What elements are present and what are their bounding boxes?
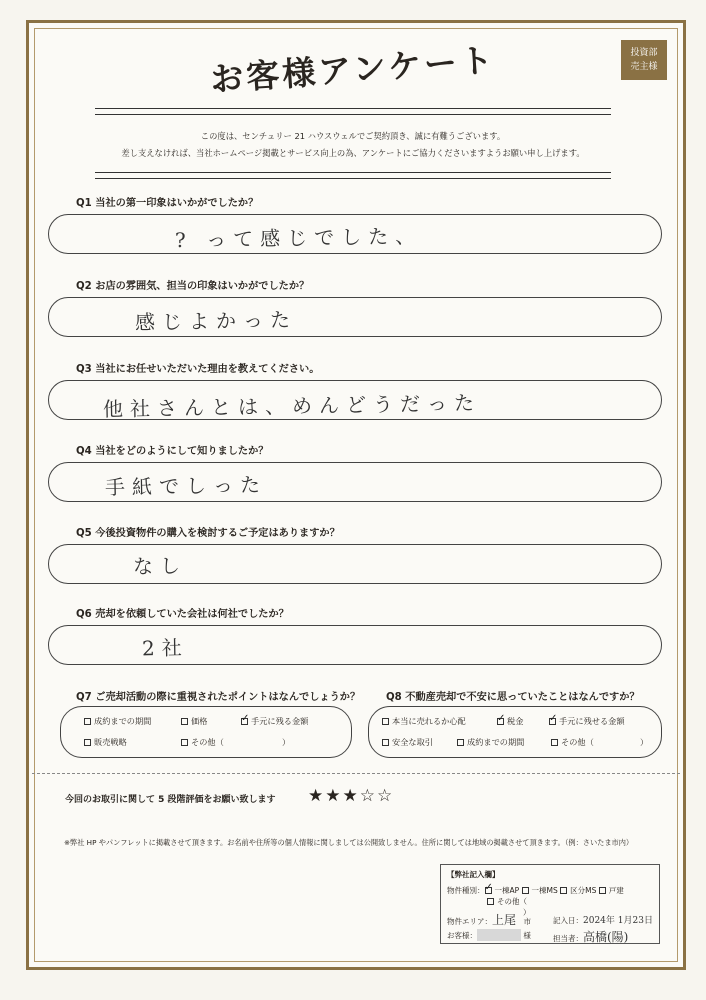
checkbox-icon: [551, 739, 558, 746]
property-type-other: その他（: [487, 896, 527, 907]
answer-6-handwriting: 2社: [141, 635, 189, 661]
checkbox-icon: [487, 898, 494, 905]
customer-row: お客様： 様: [447, 931, 531, 940]
divider: [95, 178, 611, 179]
q8-option: 成約までの期間: [457, 737, 524, 748]
q7-options-box: [60, 706, 352, 758]
checked-checkbox-icon: [549, 718, 556, 725]
checkbox-icon: [181, 718, 188, 725]
checkbox-icon: [84, 718, 91, 725]
q8-options-box: [368, 706, 662, 758]
answer-5-handwriting: なし: [132, 553, 188, 579]
checkbox-icon: [181, 739, 188, 746]
empty-star-icon: ☆☆: [359, 786, 395, 806]
page-title: お客様アンケート: [209, 40, 498, 99]
question-5: Q5 今後投資物件の購入を検討するご予定はありますか？: [76, 528, 340, 539]
question-1: Q1 当社の第一印象はいかがでしたか？: [76, 198, 259, 209]
area-value-handwriting: 上尾: [492, 913, 517, 927]
department-badge: 投資部 売主様: [621, 40, 667, 80]
office-use-box: [440, 864, 660, 944]
redacted-name: [477, 929, 521, 941]
answer-4-handwriting: 手紙でしった: [104, 472, 268, 500]
intro-line: 差し支えなければ、当社ホームページ掲載とサービス向上の為、アンケートにご協力くださいますようお願い申し上げます。: [121, 148, 585, 158]
staff-row: 担当者：高橋(陽): [553, 930, 629, 944]
checkbox-icon: [382, 739, 389, 746]
property-type-other-close: ）: [523, 908, 531, 917]
divider: [95, 108, 611, 109]
q8-paren-close: ）: [640, 737, 649, 747]
question-4: Q4 当社をどのようにして知りましたか？: [76, 446, 269, 457]
question-6: Q6 売却を依頼していた会社は何社でしたか？: [76, 609, 289, 620]
rating-stars: [308, 786, 394, 806]
q7-option: その他（: [181, 737, 224, 748]
checkbox-icon: [84, 739, 91, 746]
q7-option: 販売戦略: [84, 737, 127, 748]
checkbox-icon: [382, 718, 389, 725]
date-value-handwriting: 2024年 1月23日: [583, 916, 653, 926]
date-row: 記入日：2024年 1月23日: [553, 916, 653, 926]
question-2: Q2 お店の雰囲気、担当の印象はいかがでしたか？: [76, 281, 310, 292]
question-7: Q7 ご売却活動の際に重視されたポイントはなんでしょうか？: [76, 692, 361, 703]
q7-paren-close: ）: [282, 737, 291, 747]
divider: [95, 172, 611, 173]
checkbox-icon: [522, 887, 529, 894]
dashed-divider: [32, 773, 680, 774]
q7-option-checked: ✓ 手元に残る金額: [241, 716, 308, 727]
q7-option: 価格: [181, 716, 207, 727]
question-3: Q3 当社にお任せいただいた理由を教えてください。: [76, 364, 320, 375]
divider: [95, 114, 611, 115]
answer-2-handwriting: 感じよかった: [134, 307, 298, 335]
area-row: 物件エリア：上尾 市: [447, 913, 532, 927]
answer-6-box: [48, 625, 662, 665]
q8-option: その他（: [551, 737, 594, 748]
disclaimer-note: ※弊社 HP やパンフレットに掲載させて頂きます。お名前や住所等の個人情報に関しましては公開致しません。住所に関しては地域の掲載させて頂きます。（例：さいたま市内）: [64, 838, 634, 847]
office-title: 【弊社記入欄】: [447, 870, 500, 879]
q8-option-checked: ✓ 税金: [497, 716, 523, 727]
filled-star-icon: ★★★: [308, 786, 360, 806]
property-type-row: 物件種別：✓ 一棟AP 一棟MS 区分MS 戸建: [447, 885, 624, 896]
checkbox-icon: [457, 739, 464, 746]
intro-line: この度は、センチュリー 21 ハウスウェルでご契約頂き、誠に有難うございます。: [200, 131, 506, 141]
checkbox-icon: [599, 887, 606, 894]
staff-value-handwriting: 高橋(陽): [583, 930, 629, 944]
q8-option: 安全な取引: [382, 737, 433, 748]
q7-option: 成約までの期間: [84, 716, 151, 727]
q8-option-checked: ✓ 手元に残せる金額: [549, 716, 625, 727]
answer-3-handwriting: 他社さんとは、めんどうだった: [102, 390, 482, 422]
checked-checkbox-icon: [497, 718, 504, 725]
q8-option: 本当に売れるか心配: [382, 716, 466, 727]
checked-checkbox-icon: [485, 887, 492, 894]
answer-1-handwriting: ? って感じでした、: [174, 223, 423, 253]
question-8: Q8 不動産売却で不安に思っていたことはなんですか？: [386, 692, 640, 703]
checkbox-icon: [560, 887, 567, 894]
checked-checkbox-icon: [241, 718, 248, 725]
rating-label: 今回のお取引に関して 5 段階評価をお願い致します: [65, 795, 276, 805]
